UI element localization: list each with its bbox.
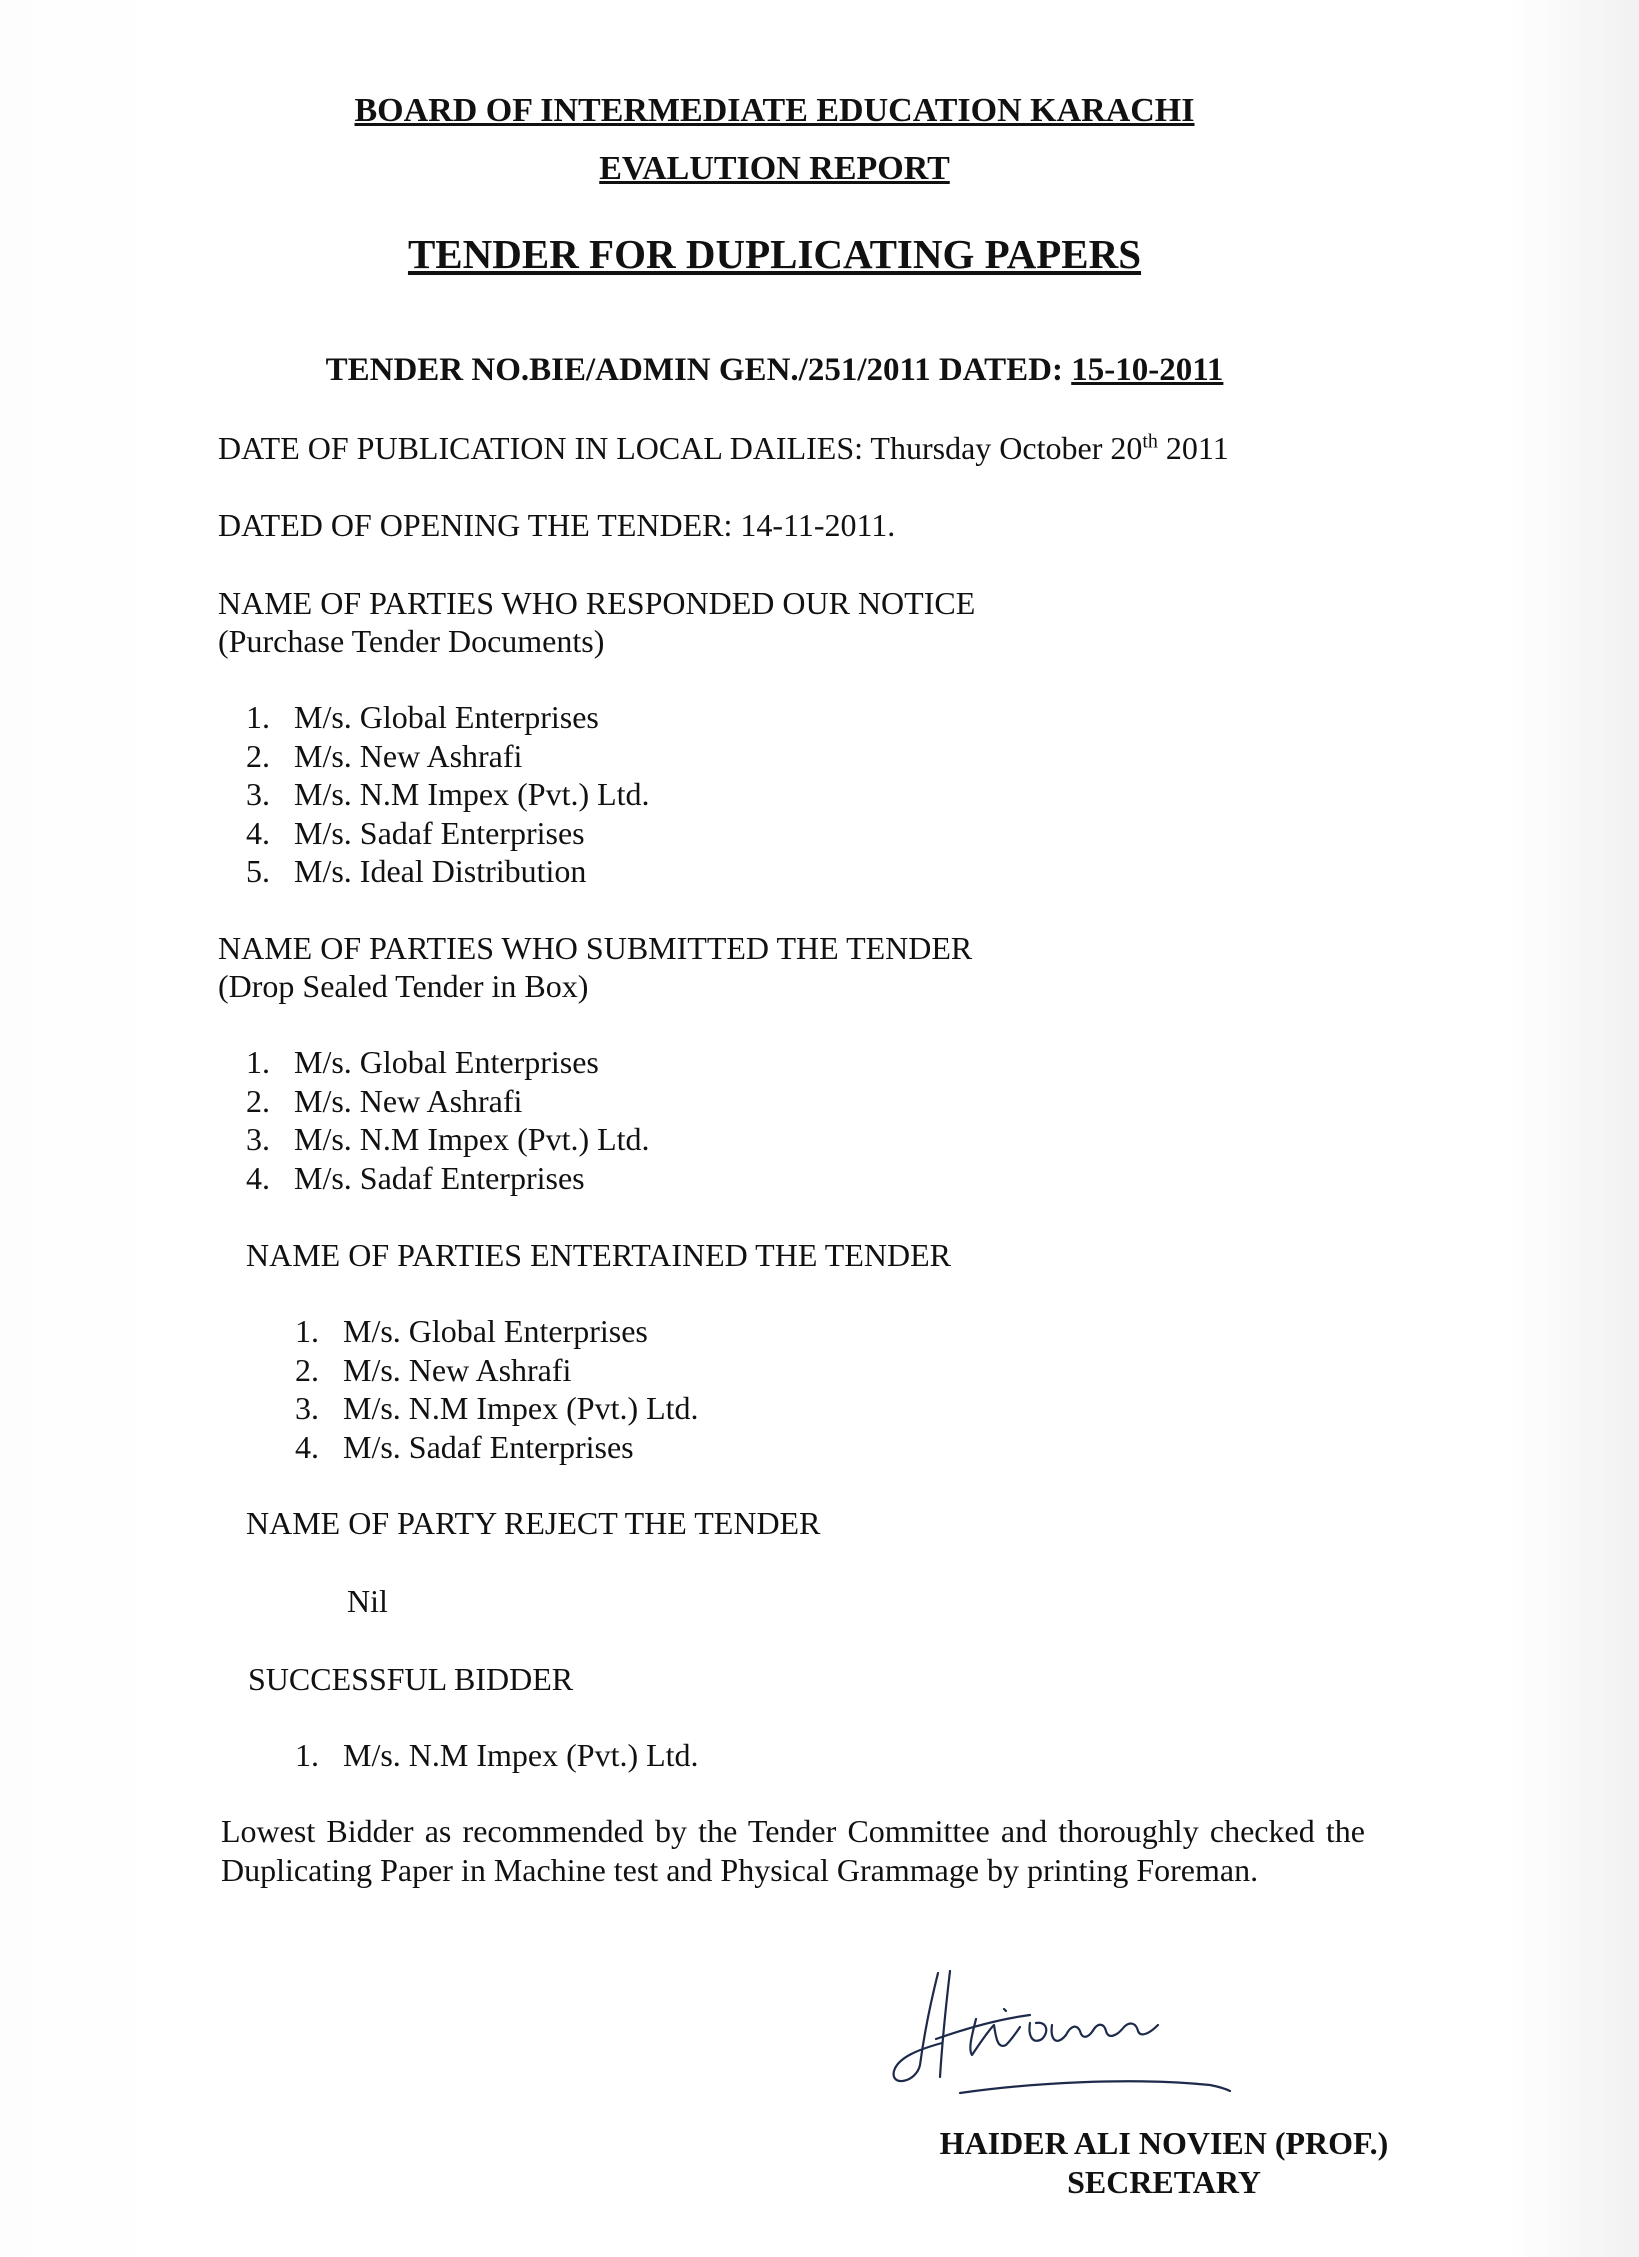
list-item [295,1389,699,1428]
list-item [295,1351,699,1390]
successful-list [295,1736,699,1775]
list-item [246,852,650,891]
party-name: M/s. Global Enterprises [294,1044,599,1080]
entertained-list [295,1312,699,1466]
signatory-name: HAIDER ALI NOVIEN (PROF.) [939,2125,1389,2161]
list-item-number: 3. [246,1121,270,1157]
publication-year: 2011 [1157,430,1229,466]
party-name: M/s. N.M Impex (Pvt.) Ltd. [294,1121,650,1157]
list-item [246,737,650,776]
list-item [246,1043,650,1082]
list-item [295,1736,699,1775]
publication-label: DATE OF PUBLICATION IN LOCAL DAILIES: Thursday October 20 [218,430,1143,466]
list-item [246,814,650,853]
successful-heading: SUCCESSFUL BIDDER [248,1661,574,1697]
document-title: TENDER FOR DUPLICATING PAPERS [407,231,1142,277]
party-name: M/s. N.M Impex (Pvt.) Ltd. [343,1737,699,1773]
list-item-number: 5. [246,853,270,889]
party-name: M/s. N.M Impex (Pvt.) Ltd. [343,1390,699,1426]
list-item-number: 1. [295,1737,319,1773]
list-item-number: 4. [246,814,270,851]
handwritten-signature [880,1965,1280,2105]
board-heading: BOARD OF INTERMEDIATE EDUCATION KARACHI [354,92,1195,129]
list-item-number: 3. [246,776,270,812]
tender-date: 15-10-2011 [1071,352,1224,388]
list-item-number: 4. [295,1428,319,1465]
signatory-title: SECRETARY [1067,2164,1261,2200]
rejected-value: Nil [347,1583,388,1619]
list-item [246,1120,650,1159]
party-name: M/s. New Ashrafi [294,737,523,774]
list-item-number: 3. [295,1390,319,1426]
party-name: M/s. Sadaf Enterprises [294,814,585,851]
report-heading: EVALUTION REPORT [599,150,950,187]
list-item-number: 4. [246,1159,270,1196]
remarks-paragraph: Lowest Bidder as recommended by the Tender Committee and thoroughly checked the Duplicating Paper in Machine test and Physical Grammage by printing Foreman. [221,1813,1365,1888]
list-item [295,1312,699,1351]
submitted-subtitle: (Drop Sealed Tender in Box) [218,968,589,1004]
list-item [295,1428,699,1467]
party-name: M/s. New Ashrafi [294,1082,523,1119]
list-item-number: 1. [246,1044,270,1080]
list-item-number: 2. [246,1082,270,1119]
list-item-number: 1. [246,699,270,735]
party-name: M/s. Global Enterprises [294,699,599,735]
responded-subtitle: (Purchase Tender Documents) [218,623,605,659]
publication-suffix: th [1142,430,1158,453]
list-item-number: 2. [295,1351,319,1388]
submitted-title: NAME OF PARTIES WHO SUBMITTED THE TENDER [218,930,973,966]
submitted-heading [218,929,972,1005]
party-name: M/s. Sadaf Enterprises [294,1159,585,1196]
responded-heading [218,584,975,660]
entertained-heading: NAME OF PARTIES ENTERTAINED THE TENDER [246,1237,951,1273]
party-name: M/s. Sadaf Enterprises [343,1428,634,1465]
list-item [246,698,650,737]
responded-title: NAME OF PARTIES WHO RESPONDED OUR NOTICE [218,585,976,621]
opening-date: DATED OF OPENING THE TENDER: 14-11-2011. [218,507,896,543]
submitted-list [246,1043,650,1197]
tender-number [0,352,1549,389]
tender-number-prefix: TENDER NO.BIE/ADMIN GEN./251/2011 DATED: [325,352,1072,388]
party-name: M/s. New Ashrafi [343,1351,572,1388]
list-item [246,1082,650,1121]
party-name: M/s. Global Enterprises [343,1313,648,1349]
list-item-number: 1. [295,1313,319,1349]
responded-list [246,698,650,891]
publication-date [218,430,1229,467]
list-item [246,775,650,814]
rejected-heading: NAME OF PARTY REJECT THE TENDER [246,1505,821,1541]
list-item [246,1159,650,1198]
list-item-number: 2. [246,737,270,774]
party-name: M/s. N.M Impex (Pvt.) Ltd. [294,776,650,812]
party-name: M/s. Ideal Distribution [294,853,587,889]
